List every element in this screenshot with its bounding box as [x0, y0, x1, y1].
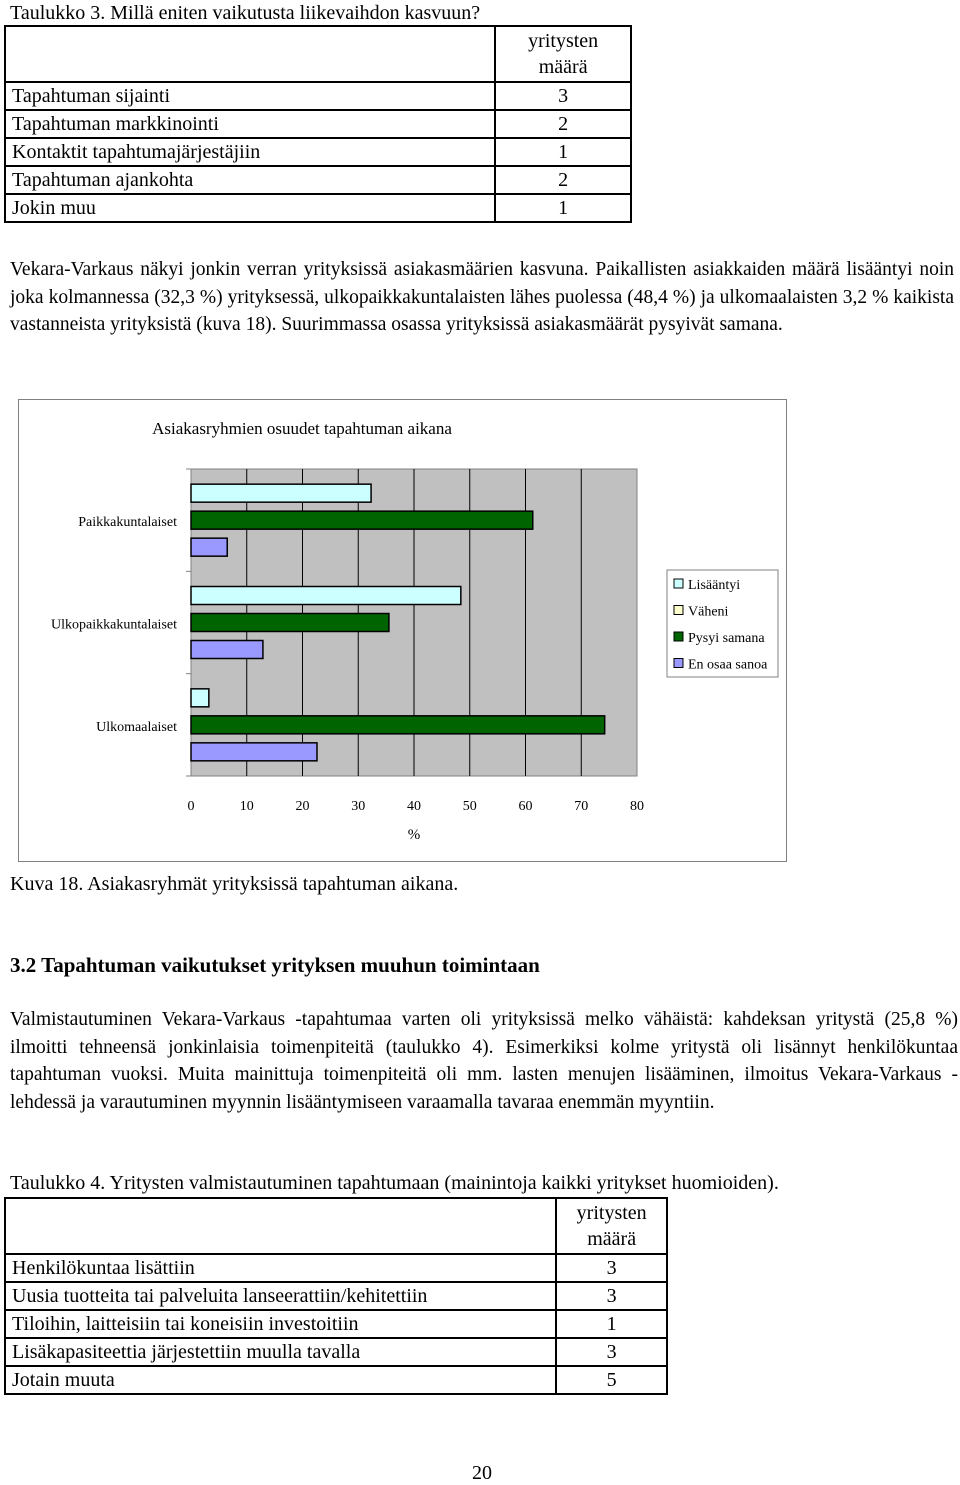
chart-svg: [19, 400, 786, 861]
table3-caption: Taulukko 3. Millä eniten vaikutusta liikevaihdon kasvuun?: [10, 2, 481, 24]
table4-header-row: [5, 1198, 667, 1254]
table4-header-count: [556, 1198, 667, 1254]
bar-en-osaa-sanoa: [191, 641, 263, 659]
paragraph-preparation: Valmistautuminen Vekara-Varkaus -tapahtumaa varten oli yrityksissä melko vähäistä: kahdeksan yritystä (25,8 %) ilmoitti tehneensä jonkinlaisia toimenpiteitä (taulukko 4). Esimerkiksi kolme yritystä oli lisännyt henkilökuntaa tapahtuman vuoksi. Muita mainittuja toimenpiteitä oli mm. lasten menujen lisääminen, ilmoitus Vekara-Varkaus -lehdessä ja varautuminen myynnin lisääntymiseen varaamalla tavaraa enemmän myyntiin.: [10, 1009, 958, 1113]
table3-header-line1: yritysten: [528, 30, 599, 52]
table-row: [5, 1366, 667, 1394]
bar-lisääntyi: [191, 587, 461, 605]
table4-header-line2: määrä: [587, 1228, 637, 1250]
table-row: [5, 1254, 667, 1282]
table-row: [5, 194, 631, 222]
table-row: [5, 138, 631, 166]
paragraph-customer-growth: Vekara-Varkaus näkyi jonkin verran yrityksissä asiakasmäärien kasvuna. Paikallisten asiakkaiden määrä lisääntyi noin joka kolmannessa (32,3 %) yrityksessä, ulkopaikkakuntalaisten lähes puolessa (48,4 %) ja ulkomaalaisten 3,2 % kaikista vastanneista yrityksistä (kuva 18). Suurimmassa osassa yrityksissä asiakasmäärät pysyivät samana.: [10, 259, 954, 335]
row-label: Kontaktit tapahtumajärjestäjiin: [5, 138, 495, 166]
table-row: [5, 1282, 667, 1310]
bar-pysyi-samana: [191, 511, 533, 529]
x-axis-label: %: [407, 827, 421, 843]
row-value: 1: [495, 194, 631, 222]
section-heading: 3.2 Tapahtuman vaikutukset yrityksen muuhun toimintaan: [10, 953, 540, 977]
chart-title: Asiakasryhmien osuudet tapahtuman aikana: [152, 419, 452, 438]
row-value: 2: [495, 110, 631, 138]
category-label: Ulkopaikkakuntalaiset: [51, 617, 177, 633]
row-label: Lisäkapasiteettia järjestettiin muulla tavalla: [5, 1338, 556, 1366]
table3-header-row: [5, 26, 631, 82]
bar-en-osaa-sanoa: [191, 538, 227, 556]
row-label: Tapahtuman ajankohta: [5, 166, 495, 194]
table4-header-blank: [5, 1198, 556, 1254]
table3: [4, 25, 632, 223]
row-value: 1: [556, 1310, 667, 1338]
x-tick-label: 30: [351, 799, 366, 814]
legend-swatch: [674, 579, 683, 588]
x-tick-label: 0: [187, 799, 195, 814]
x-tick-label: 70: [574, 799, 589, 814]
x-tick-label: 60: [518, 799, 533, 814]
row-value: 3: [556, 1254, 667, 1282]
bar-lisääntyi: [191, 484, 371, 502]
x-tick-label: 40: [407, 799, 421, 814]
legend-swatch: [674, 606, 683, 615]
legend-label: Väheni: [688, 604, 729, 620]
row-value: 2: [495, 166, 631, 194]
page-number: 20: [472, 1462, 492, 1484]
table-row: [5, 82, 631, 110]
bar-lisääntyi: [191, 689, 209, 707]
row-value: 5: [556, 1366, 667, 1394]
chart-container: [18, 399, 787, 862]
table-row: [5, 166, 631, 194]
legend-label: En osaa sanoa: [688, 657, 768, 673]
row-label: Tapahtuman markkinointi: [5, 110, 495, 138]
row-label: Tapahtuman sijainti: [5, 82, 495, 110]
row-value: 3: [495, 82, 631, 110]
table-row: [5, 1310, 667, 1338]
table4-header-line1: yritysten: [576, 1202, 647, 1224]
legend-label: Pysyi samana: [688, 631, 765, 646]
row-value: 1: [495, 138, 631, 166]
legend-swatch: [674, 632, 683, 641]
row-label: Jokin muu: [5, 194, 495, 222]
table4-caption: Taulukko 4. Yritysten valmistautuminen tapahtumaan (mainintoja kaikki yritykset huomioiden).: [10, 1172, 779, 1194]
bar-pysyi-samana: [191, 614, 389, 632]
x-tick-label: 10: [239, 799, 254, 814]
row-value: 3: [556, 1338, 667, 1366]
table-row: [5, 1338, 667, 1366]
row-value: 3: [556, 1282, 667, 1310]
category-label: Ulkomaalaiset: [96, 719, 177, 735]
table3-header-blank: [5, 26, 495, 82]
row-label: Jotain muuta: [5, 1366, 556, 1394]
figure-caption: Kuva 18. Asiakasryhmät yrityksissä tapahtuman aikana.: [10, 873, 459, 895]
table4: [4, 1197, 668, 1395]
table3-header-line2: määrä: [538, 56, 588, 78]
legend-label: Lisääntyi: [688, 578, 741, 593]
x-tick-label: 20: [295, 799, 310, 814]
table3-header-count: [495, 26, 631, 82]
row-label: Uusia tuotteita tai palveluita lanseerattiin/kehitettiin: [5, 1282, 556, 1310]
legend-swatch: [674, 659, 683, 668]
row-label: Tiloihin, laitteisiin tai koneisiin investoitiin: [5, 1310, 556, 1338]
bar-en-osaa-sanoa: [191, 743, 317, 761]
category-label: Paikkakuntalaiset: [78, 515, 177, 531]
table-row: [5, 110, 631, 138]
x-tick-label: 80: [630, 799, 644, 814]
row-label: Henkilökuntaa lisättiin: [5, 1254, 556, 1282]
bar-pysyi-samana: [191, 716, 605, 734]
x-tick-label: 50: [462, 799, 477, 814]
